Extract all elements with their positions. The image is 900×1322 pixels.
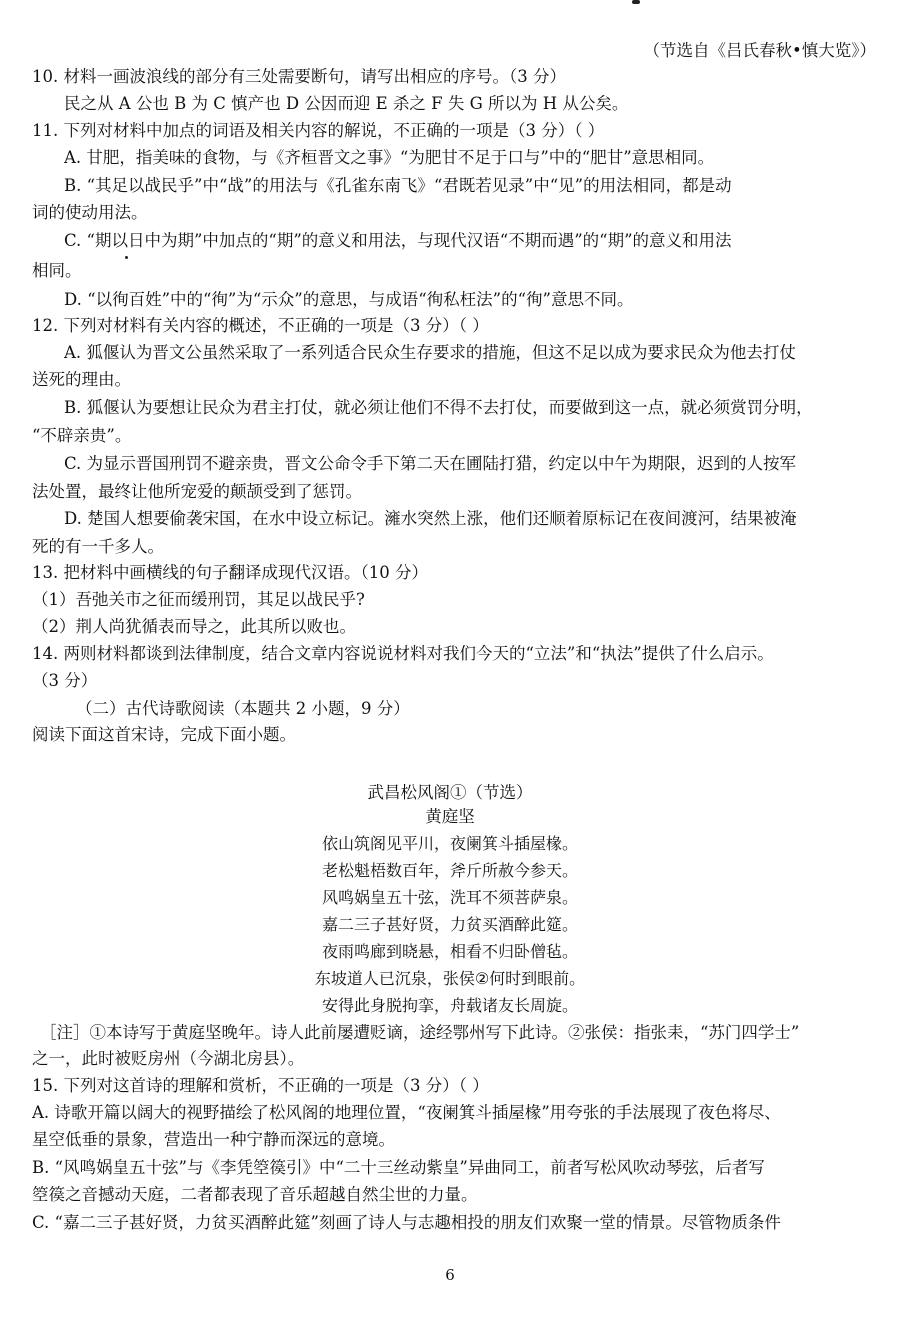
q14-stem-line1: 14. 两则材料都谈到法律制度，结合文章内容说说材料对我们今天的“立法”和“执法”提供了什么启示。: [32, 644, 774, 663]
q14-stem-line2: （3 分）: [32, 671, 98, 690]
q15-option-b-line1: B. “风鸣娲皇五十弦”与《李凭箜篌引》中“二十三丝动紫皇”异曲同工，前者写松风吹动琴弦，后者写: [32, 1158, 765, 1177]
poem-line: 嘉二三子甚好贤，力贫买酒醉此筵。: [321, 915, 578, 934]
q12-option-d-line2: 死的有一千多人。: [32, 537, 164, 556]
q15-option-a-line1: A. 诗歌开篇以阔大的视野描绘了松风阁的地理位置，“夜阑箕斗插屋椽”用夸张的手法展现了夜色将尽、: [32, 1103, 781, 1122]
poem-line: 依山筑阁见平川，夜阑箕斗插屋椽。: [321, 834, 578, 853]
poem-note-line2: 之一，此时被贬房州（今湖北房县）。: [32, 1049, 305, 1068]
q11-option-c-line1: C. “期以日中为期”中加点的“期”的意义和用法，与现代汉语“不期而遇”的“期”的意义和用法: [64, 231, 732, 250]
q12-stem: 12. 下列对材料有关内容的概述，不正确的一项是（3 分）（ ）: [32, 316, 489, 335]
q10-text: 民之从 A 公也 B 为 C 慎产也 D 公因而迎 E 杀之 F 失 G 所以为 H 从公矣。: [64, 94, 629, 113]
poem-line: 夜雨鸣廊到晓悬，相看不归卧僧毡。: [321, 942, 578, 961]
reading-instruction: 阅读下面这首宋诗，完成下面小题。: [32, 725, 296, 744]
q15-option-c-line1: C. “嘉二三子甚好贤，力贫买酒醉此筵”刻画了诗人与志趣相投的朋友们欢聚一堂的情景。尽管物质条件: [32, 1213, 781, 1232]
q11-option-a: A. 甘肥，指美味的食物，与《齐桓晋文之事》“为肥甘不足于口与”中的“肥甘”意思相同。: [64, 148, 715, 167]
poem-note-line1: ［注］①本诗写于黄庭坚晚年。诗人此前屡遭贬谪，途经鄂州写下此诗。②张侯：指张耒，“苏门四学士”: [40, 1023, 800, 1042]
passage-source: （节选自《吕氏春秋•慎大览》）: [643, 41, 876, 60]
q12-option-b-line1: B. 狐偃认为要想让民众为君主打仗，就必须让他们不得不去打仗，而要做到这一点，就必须赏罚分明，: [64, 398, 813, 417]
q12-option-b-line2: “不辟亲贵”。: [32, 426, 132, 445]
q15-option-a-line2: 星空低垂的景象，营造出一种宁静而深远的意境。: [32, 1130, 395, 1149]
q15-stem: 15. 下列对这首诗的理解和赏析，不正确的一项是（3 分）（ ）: [32, 1076, 489, 1095]
q13-sentence-2: （2）荆人尚犹循表而导之，此其所以败也。: [32, 617, 356, 636]
q13-sentence-1: （1）吾弛关市之征而缓刑罚，其足以战民乎?: [32, 590, 365, 609]
q12-option-a-line2: 送死的理由。: [32, 370, 131, 389]
q11-option-d: D. “以徇百姓”中的“徇”为“示众”的意思，与成语“徇私枉法”的“徇”意思不同。: [64, 290, 634, 309]
q15-option-b-line2: 箜篌之音撼动天庭，二者都表现了音乐超越自然尘世的力量。: [32, 1185, 478, 1204]
poem-title: 武昌松风阁①（节选）: [367, 783, 533, 802]
poem-line: 风鸣娲皇五十弦，洗耳不须菩萨泉。: [321, 888, 578, 907]
q13-stem: 13. 把材料中画横线的句子翻译成现代汉语。（10 分）: [32, 563, 428, 582]
q12-option-c-line1: C. 为显示晋国刑罚不避亲贵，晋文公命令手下第二天在圃陆打猎，约定以中午为期限，迟到的人按军: [64, 454, 797, 473]
q11-option-b-line1: B. “其足以战民乎”中“战”的用法与《孔雀东南飞》“君既若见录”中“见”的用法相同，都是动: [64, 176, 732, 195]
section-heading: （二）古代诗歌阅读（本题共 2 小题，9 分）: [76, 699, 410, 718]
poem-line: 东坡道人已沉泉，张侯②何时到眼前。: [314, 969, 586, 988]
q10-stem: 10. 材料一画波浪线的部分有三处需要断句，请写出相应的序号。（3 分）: [32, 67, 566, 86]
poem-author: 黄庭坚: [425, 807, 475, 826]
q12-option-c-line2: 法处置，最终让他所宠爱的颠颉受到了惩罚。: [32, 482, 362, 501]
q11-option-c-line2: 相同。: [32, 261, 82, 280]
q11-stem: 11. 下列对材料中加点的词语及相关内容的解说，不正确的一项是（3 分）（ ）: [32, 121, 605, 140]
poem-line: 老松魁梧数百年，斧斤所赦今参天。: [321, 861, 578, 880]
page-number: 6: [445, 1266, 455, 1284]
q12-option-d-line1: D. 楚国人想要偷袭宋国，在水中设立标记。澭水突然上涨，他们还顺着原标记在夜间渡河，结果被淹: [64, 509, 797, 528]
scan-mark: [632, 0, 640, 4]
q11-option-b-line2: 词的使动用法。: [32, 203, 148, 222]
q12-option-a-line1: A. 狐偃认为晋文公虽然采取了一系列适合民众生存要求的措施，但这不足以成为要求民众为他去打仗: [64, 343, 796, 362]
poem-line: 安得此身脱拘挛，舟载诸友长周旋。: [321, 996, 578, 1015]
